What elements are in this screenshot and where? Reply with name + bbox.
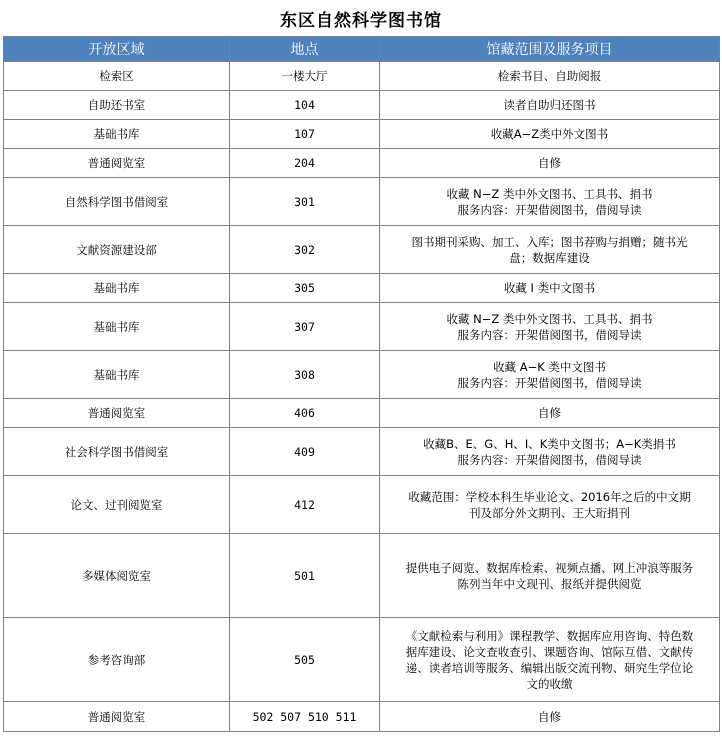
service-line: 陈列当年中文现刊、报纸并提供阅览 <box>457 576 642 591</box>
cell-location: 107 <box>230 120 380 149</box>
service-line: 刊及部分外文期刊、王大珩捐刊 <box>469 505 630 520</box>
table-row <box>4 303 720 351</box>
cell-location: 305 <box>230 274 380 303</box>
service-line: 收藏 N−Z 类中外文图书、工具书、捐书 <box>446 186 653 201</box>
cell-area: 多媒体阅览室 <box>4 534 230 618</box>
service-line: 服务内容：开架借阅图书，借阅导读 <box>457 202 642 217</box>
cell-area: 基础书库 <box>4 274 230 303</box>
cell-area: 普通阅览室 <box>4 149 230 178</box>
cell-location: 406 <box>230 399 380 428</box>
service-line: 收藏 I 类中文图书 <box>503 281 596 295</box>
cell-area: 检索区 <box>4 62 230 91</box>
service-line: 递、读者培训等服务、编辑出版交流刊物、研究生学位论 <box>405 660 694 675</box>
cell-services <box>380 428 720 476</box>
cell-services <box>380 303 720 351</box>
table-row <box>4 534 720 618</box>
cell-services <box>380 618 720 702</box>
cell-area: 基础书库 <box>4 303 230 351</box>
table-row <box>4 149 720 178</box>
cell-location: 301 <box>230 178 380 226</box>
service-line: 服务内容：开架借阅图书，借阅导读 <box>457 327 642 342</box>
cell-location: 308 <box>230 351 380 399</box>
table-row <box>4 91 720 120</box>
header-services: 馆藏范围及服务项目 <box>380 37 720 62</box>
service-line: 服务内容：开架借阅图书，借阅导读 <box>457 452 642 467</box>
table-row <box>4 274 720 303</box>
cell-location: 505 <box>230 618 380 702</box>
cell-area: 基础书库 <box>4 120 230 149</box>
table-row <box>4 399 720 428</box>
cell-area: 文献资源建设部 <box>4 226 230 274</box>
cell-services <box>380 120 720 149</box>
header-row <box>4 37 720 62</box>
service-line: 文的收缴 <box>526 676 573 691</box>
cell-location: 一楼大厅 <box>230 62 380 91</box>
service-line: 收藏 N−Z 类中外文图书、工具书、捐书 <box>446 311 653 326</box>
header-area: 开放区域 <box>4 37 230 62</box>
service-line: 检索书目、自助阅报 <box>497 69 602 83</box>
cell-services <box>380 399 720 428</box>
cell-services <box>380 476 720 534</box>
service-line: 收藏B、E、G、H、I、K类中文图书；A−K类捐书 <box>423 436 676 451</box>
service-line: 图书期刊采购、加工、入库；图书荐购与捐赠；随书光 <box>411 234 688 249</box>
cell-location: 307 <box>230 303 380 351</box>
cell-location: 502 507 510 511 <box>230 702 380 732</box>
header-location: 地点 <box>230 37 380 62</box>
cell-services <box>380 351 720 399</box>
cell-services <box>380 226 720 274</box>
page-title: 东区自然科学图书馆 <box>280 10 442 31</box>
service-line: 读者自助归还图书 <box>503 98 596 112</box>
cell-services <box>380 274 720 303</box>
cell-area: 自然科学图书借阅室 <box>4 178 230 226</box>
cell-area: 自助还书室 <box>4 91 230 120</box>
table-row <box>4 702 720 732</box>
service-line: 服务内容：开架借阅图书，借阅导读 <box>457 375 642 390</box>
service-line: 据库建设、论文查收查引、课题咨询、馆际互借、文献传 <box>405 644 694 659</box>
cell-location: 501 <box>230 534 380 618</box>
cell-area: 普通阅览室 <box>4 702 230 732</box>
table-row <box>4 428 720 476</box>
service-line: 收藏范围：学校本科生毕业论文、2016年之后的中文期 <box>408 489 691 504</box>
service-line: 自修 <box>538 709 561 724</box>
service-line: 收藏 A−K 类中文图书 <box>493 359 606 374</box>
cell-location: 104 <box>230 91 380 120</box>
service-line: 收藏A−Z类中外文图书 <box>490 127 609 141</box>
cell-area: 普通阅览室 <box>4 399 230 428</box>
cell-services <box>380 91 720 120</box>
cell-area: 基础书库 <box>4 351 230 399</box>
cell-location: 409 <box>230 428 380 476</box>
cell-area: 参考咨询部 <box>4 618 230 702</box>
service-line: 自修 <box>538 156 561 170</box>
table-body <box>4 62 720 732</box>
cell-location: 204 <box>230 149 380 178</box>
table-row <box>4 120 720 149</box>
service-line: 自修 <box>538 406 561 420</box>
table-row <box>4 618 720 702</box>
service-line: 《文献检索与利用》课程教学、数据库应用咨询、特色数 <box>405 628 694 643</box>
cell-services <box>380 62 720 91</box>
library-areas-table <box>3 36 720 732</box>
cell-services <box>380 178 720 226</box>
table-row <box>4 351 720 399</box>
table-row <box>4 178 720 226</box>
cell-area: 社会科学图书借阅室 <box>4 428 230 476</box>
table-row <box>4 476 720 534</box>
cell-services <box>380 534 720 618</box>
cell-area: 论文、过刊阅览室 <box>4 476 230 534</box>
cell-location: 302 <box>230 226 380 274</box>
cell-services <box>380 702 720 732</box>
cell-services <box>380 149 720 178</box>
service-line: 提供电子阅览、数据库检索、视频点播、网上冲浪等服务 <box>405 560 694 575</box>
service-line: 盘；数据库建设 <box>509 250 590 265</box>
table-row <box>4 62 720 91</box>
cell-location: 412 <box>230 476 380 534</box>
table-row <box>4 226 720 274</box>
